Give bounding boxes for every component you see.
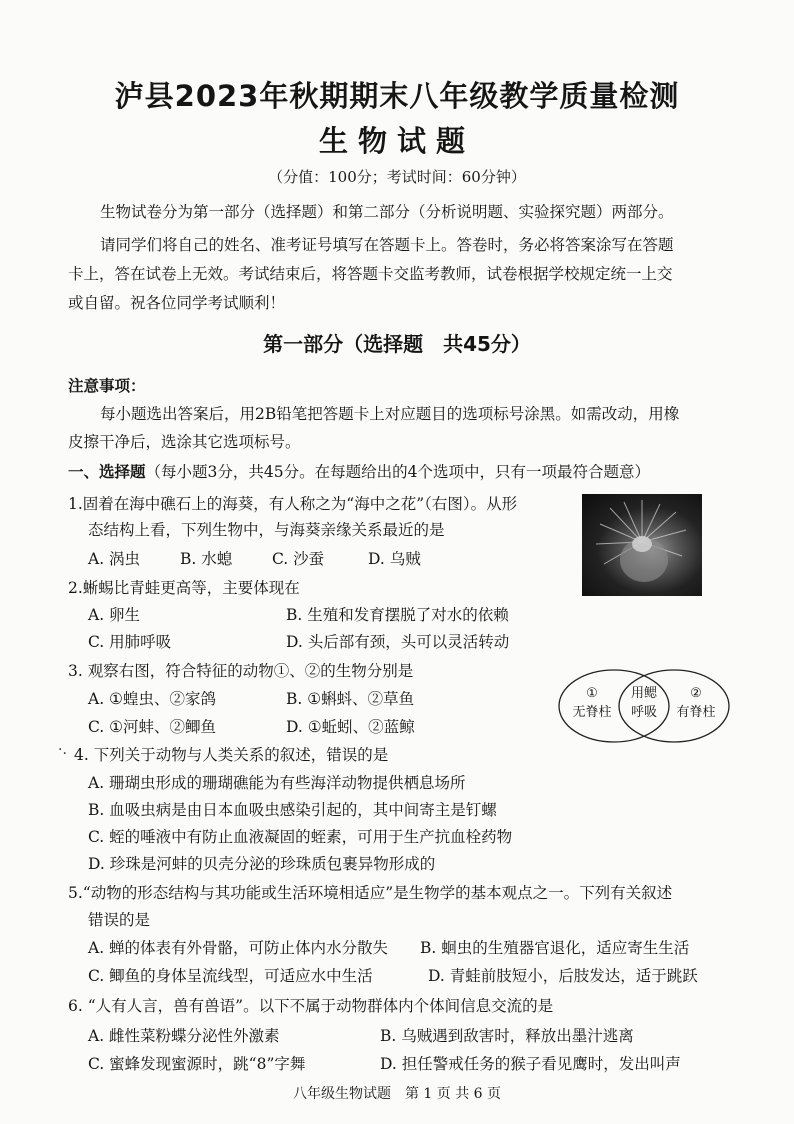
intro-line-2: 请同学们将自己的姓名、准考证号填写在答题卡上。答卷时，务必将答案涂写在答题: [100, 236, 674, 254]
q5-option-c: C. 鲫鱼的身体呈流线型，可适应水中生活: [88, 967, 373, 985]
q6-option-d: D. 担任警戒任务的猴子看见鹰时，发出叫声: [380, 1055, 681, 1073]
venn-left-num: ①: [586, 686, 598, 701]
q1-option-c: C. 沙蚕: [272, 550, 325, 568]
q3-stem: 3. 观察右图，符合特征的动物①、②的生物分别是: [68, 662, 414, 680]
q3-option-d: D. ①蚯蚓、②蓝鲸: [286, 718, 415, 736]
exam-subtitle: 生物试题: [318, 124, 475, 158]
venn-middle-label-1: 用鳃: [630, 686, 658, 701]
page-footer: 八年级生物试题 第 1 页 共 6 页: [292, 1086, 502, 1102]
q4-stem: 4. 下列关于动物与人类关系的叙述，错误的是: [74, 746, 389, 764]
exam-meta: （分值：100分；考试时间：60分钟）: [268, 168, 526, 186]
q3-option-a: A. ①蝗虫、②家鸽: [88, 690, 216, 708]
q6-stem: 6. “人有人言，兽有兽语”。以下不属于动物群体内个体间信息交流的是: [68, 997, 554, 1015]
venn-middle-label-2: 呼吸: [630, 705, 658, 720]
q2-option-c: C. 用肺呼吸: [88, 633, 172, 651]
sea-anemone-photo: [582, 494, 702, 596]
q3-option-b: B. ①蝌蚪、②草鱼: [286, 690, 415, 708]
q1-stem-line-1: 1.固着在海中礁石上的海葵，有人称之为“海中之花”（右图）。从形: [68, 495, 518, 513]
q6-option-a: A. 雌性菜粉蝶分泌性外激素: [88, 1027, 280, 1045]
exam-title: 泸县2023年秋期期末八年级教学质量检测: [114, 79, 680, 113]
q6-option-c: C. 蜜蜂发现蜜源时，跳“8”字舞: [88, 1055, 306, 1073]
section-label: 一、选择题: [68, 463, 146, 481]
q5-stem-line-2: 错误的是: [88, 911, 151, 929]
notice-line-2: 皮擦干净后，选涂其它选项标号。: [68, 433, 301, 451]
notice-label: 注意事项：: [68, 377, 146, 395]
intro-line-3: 卡上，答在试卷上无效。考试结束后，将答题卡交监考教师，试卷根据学校规定统一上交: [68, 265, 673, 283]
q4-option-d: D. 珍珠是河蚌的贝壳分泌的珍珠质包裹异物形成的: [88, 855, 436, 873]
venn-left-label: 无脊柱: [572, 705, 612, 720]
q4-option-b: B. 血吸虫病是由日本血吸虫感染引起的，其中间寄主是钉螺: [88, 801, 497, 819]
q5-option-b: B. 蛔虫的生殖器官退化，适应寄生生活: [420, 939, 690, 957]
q1-stem-line-2: 态结构上看，下列生物中，与海葵亲缘关系最近的是: [88, 521, 445, 539]
q2-stem: 2.蜥蜴比青蛙更高等，主要体现在: [68, 579, 300, 597]
intro-line-1: 生物试卷分为第一部分（选择题）和第二部分（分析说明题、实验探究题）两部分。: [100, 203, 674, 221]
venn-diagram: [556, 666, 732, 750]
q3-option-c: C. ①河蚌、②鲫鱼: [88, 718, 217, 736]
q5-option-a: A. 蝉的体表有外骨骼，可防止体内水分散失: [88, 939, 389, 957]
q2-option-a: A. 卵生: [88, 606, 141, 624]
section-header: [68, 460, 650, 482]
venn-right-num: ②: [690, 686, 702, 701]
q1-option-a: A. 涡虫: [88, 550, 141, 568]
q6-option-b: B. 乌贼遇到敌害时，释放出墨汁逃离: [380, 1027, 634, 1045]
part1-heading: 第一部分（选择题 共45分）: [263, 332, 531, 356]
notice-line-1: 每小题选出答案后，用2B铅笔把答题卡上对应题目的选项标号涂黑。如需改动，用橡: [100, 405, 680, 423]
intro-line-4: 或自留。祝各位同学考试顺利！: [68, 294, 286, 312]
q2-option-d: D. 头后部有颈，头可以灵活转动: [286, 633, 510, 651]
q4-margin-mark: ·.: [58, 742, 67, 758]
q4-option-a: A. 珊瑚虫形成的珊瑚礁能为有些海洋动物提供栖息场所: [88, 774, 466, 792]
q5-option-d: D. 青蛙前肢短小，后肢发达，适于跳跃: [428, 967, 698, 985]
q4-option-c: C. 蛭的唾液中有防止血液凝固的蛭素，可用于生产抗血栓药物: [88, 828, 513, 846]
q2-option-b: B. 生殖和发育摆脱了对水的依赖: [286, 606, 509, 624]
q1-option-d: D. 乌贼: [368, 550, 421, 568]
q5-stem-line-1: 5.“动物的形态结构与其功能或生活环境相适应”是生物学的基本观点之一。下列有关叙述: [68, 884, 673, 902]
section-desc: （每小题3分，共45分。在每题给出的4个选项中，只有一项最符合题意）: [145, 463, 650, 481]
venn-right-label: 有脊柱: [676, 705, 716, 720]
q1-option-b: B. 水螅: [180, 550, 233, 568]
